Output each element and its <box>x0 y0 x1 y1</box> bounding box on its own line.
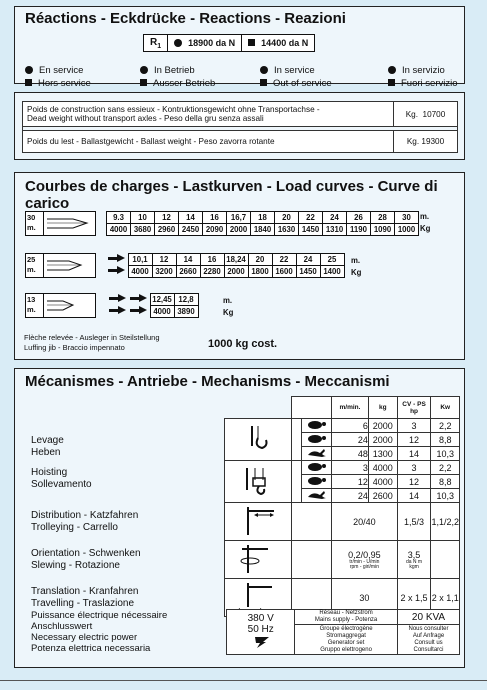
r1-in-service-value: 18900 da N <box>188 38 236 48</box>
frequency-value: 50 Hz <box>247 623 274 635</box>
hoisting-speed: 3 <box>332 461 369 475</box>
load-cell: 4000 <box>150 306 174 318</box>
out-of-service-square-icon <box>260 79 267 86</box>
distribution-speed: 20/40 <box>332 503 398 541</box>
single-hook-icon <box>224 419 291 461</box>
load-cell: 2660 <box>176 266 200 278</box>
header-blank <box>292 397 332 419</box>
unit-m-row1: m. <box>420 212 430 221</box>
hoisting-kw: 2,2 <box>431 461 460 475</box>
jib-length-30-unit: m. <box>27 223 36 232</box>
mains-value: 20 KVA <box>398 610 460 625</box>
trolley-crane-icon <box>224 503 291 541</box>
translation-kw: 2 x 1,1 <box>431 579 460 617</box>
mains-label-line-1: Réseau - Netzstrom <box>319 610 373 616</box>
radius-cell: 25 <box>320 254 344 266</box>
load-cell: 1450 <box>296 266 320 278</box>
right-arrow-icon <box>108 266 125 275</box>
legend-item <box>140 65 260 76</box>
consult-line-1: Nous consulter <box>408 625 449 632</box>
generator-line-1: Groupe électrogène <box>319 625 373 632</box>
legend-item <box>25 65 140 76</box>
r1-table <box>143 34 315 52</box>
header-hp: hp <box>410 407 419 415</box>
right-arrow-icon <box>109 306 126 315</box>
tortoise-speed-icon <box>302 433 332 447</box>
weights-table <box>22 101 458 153</box>
distribution-blank <box>292 503 332 541</box>
radius-cell: 16 <box>203 212 227 224</box>
unit-kg-row2: Kg <box>351 268 362 277</box>
consult-line-2: Auf Anfrage <box>412 632 445 639</box>
load-cell: 1310 <box>323 224 347 236</box>
hoisting-label-line: Sollevamento <box>31 478 92 490</box>
out-of-service-square-icon <box>25 79 32 86</box>
orientation-blank <box>292 541 332 579</box>
orientation-speed-unit-1: tr/min - U/min <box>349 558 380 565</box>
hoisting-speed: 6 <box>332 419 369 433</box>
load-cell: 2960 <box>155 224 179 236</box>
header-kw: Kw <box>431 397 460 419</box>
legend-label: In servizio <box>402 65 445 76</box>
in-service-dot-icon <box>260 66 268 74</box>
load-cell: 1450 <box>299 224 323 236</box>
right-arrow-icon <box>130 306 147 315</box>
hare-speed-icon <box>302 447 332 461</box>
header-kg: kg <box>368 397 397 419</box>
hoisting-kg: 2000 <box>368 419 397 433</box>
crane-jib-13m-icon <box>25 293 101 318</box>
constant-load-note: 1000 kg cost. <box>208 338 278 350</box>
jib-length-13-value: 13 <box>27 295 36 304</box>
jib-length-25-unit: m. <box>27 265 36 274</box>
orientation-cv-unit-1: da N m <box>405 558 423 565</box>
ballast-weight-value: Kg. 19300 <box>394 131 458 153</box>
voltage-value: 380 V <box>247 612 274 624</box>
load-cell: 1000 <box>395 224 419 236</box>
legend-item <box>260 78 388 89</box>
radius-cell: 16,7 <box>227 212 251 224</box>
weights-section <box>14 92 465 160</box>
hoisting-kg: 4000 <box>368 475 397 489</box>
hoisting-speed: 24 <box>332 489 369 503</box>
hoisting-kw: 8,8 <box>431 433 460 447</box>
hoisting-speed: 24 <box>332 433 369 447</box>
load-cell: 4000 <box>128 266 152 278</box>
hoisting-speed: 48 <box>332 447 369 461</box>
orientation-label-line-2: Slewing - Rotazione <box>31 559 120 571</box>
radius-cell: 18 <box>251 212 275 224</box>
orientation-speed-unit-2: rpm - giri/min <box>349 563 379 570</box>
translation-cv: 2 x 1,5 <box>397 579 431 617</box>
radius-cell: 30 <box>395 212 419 224</box>
power-label-line-4: Potenza elettrica necessaria <box>31 643 151 654</box>
unit-kg-row1: Kg <box>420 224 431 233</box>
power-label-line-1: Puissance électrique nécessaire <box>31 610 168 621</box>
r1-out-service <box>242 35 315 52</box>
radius-cell: 14 <box>176 254 200 266</box>
unit-m-row3: m. <box>223 296 233 305</box>
distribution-label-line-1: Distribution - Katzfahren <box>31 509 139 521</box>
ballast-weight-label: Poids du lest - Ballastgewicht - Ballast weight - Peso zavorra rotante <box>23 131 394 153</box>
radius-cell: 12 <box>152 254 176 266</box>
generator-label <box>295 625 398 655</box>
load-cell: 2000 <box>224 266 248 278</box>
generator-line-2: Stromaggregat <box>326 632 366 639</box>
power-label <box>21 610 227 655</box>
translation-label-line-2: Travelling - Traslazione <box>31 597 135 609</box>
radius-cell: 28 <box>371 212 395 224</box>
generator-line-3: Generator set <box>327 639 365 646</box>
load-cell: 2000 <box>227 224 251 236</box>
load-arrow-cell <box>106 294 128 306</box>
hoisting-cv: 12 <box>397 475 431 489</box>
orientation-label-line-1: Orientation - Schwenken <box>31 547 141 559</box>
luffing-note-line-1: Flèche relevée - Ausleger in Steilstellung <box>24 333 160 342</box>
jib-length-30-value: 30 <box>27 213 36 222</box>
in-service-dot-icon <box>388 66 396 74</box>
radius-cell: 20 <box>275 212 299 224</box>
radius-cell: 12 <box>155 212 179 224</box>
orientation-label <box>21 541 224 579</box>
load-cell: 2090 <box>203 224 227 236</box>
legend-item <box>388 65 468 76</box>
lightning-bolt-icon <box>251 635 271 649</box>
load-cell: 1190 <box>347 224 371 236</box>
load-table-25m <box>106 253 345 278</box>
load-arrow-cell <box>128 294 150 306</box>
load-cell: 3680 <box>131 224 155 236</box>
crane-jib-30m-drawing <box>25 211 101 236</box>
construction-label-line-1: Poids de construction sans essieux - Kontruktionsgewicht ohne Transportachse - <box>27 105 320 114</box>
power-table <box>21 609 460 655</box>
crane-jib-25m-drawing <box>25 253 101 278</box>
load-arrow-cell <box>106 266 128 278</box>
radius-cell: 20 <box>248 254 272 266</box>
radius-cell: 16 <box>200 254 224 266</box>
load-cell: 3890 <box>174 306 198 318</box>
r1-label: $R_1$ <box>144 35 168 52</box>
radius-cell: 14 <box>179 212 203 224</box>
double-hook-icon <box>224 461 291 503</box>
tortoise-speed-icon <box>302 419 332 433</box>
service-legend <box>25 65 458 89</box>
load-cell: 1090 <box>371 224 395 236</box>
radius-cell: 12,45 <box>150 294 174 306</box>
hoisting-cv: 3 <box>397 419 431 433</box>
voltage-cell <box>227 610 295 655</box>
slewing-drawing <box>238 543 278 575</box>
luffing-jib-note <box>24 333 160 353</box>
consult-line-3: Consult us <box>414 639 443 646</box>
load-table-25m-units <box>351 255 361 279</box>
r1-out-service-value: 14400 da N <box>261 38 309 48</box>
footer-rule <box>0 680 487 681</box>
legend-label: En service <box>39 65 84 76</box>
consult-label <box>398 625 460 655</box>
out-of-service-square-icon <box>388 79 395 86</box>
load-table-13m-units <box>223 295 233 319</box>
mechanisms-title: Mécanismes - Antriebe - Mechanisms - Meccanismi <box>25 373 390 390</box>
reactions-title: Réactions - Eckdrücke - Reactions - Reazioni <box>25 10 346 27</box>
translation-speed: 30 <box>332 579 398 617</box>
r1-in-service <box>168 35 242 52</box>
hoisting-row <box>21 419 460 433</box>
orientation-cv-cell <box>397 541 431 579</box>
load-cell: 2280 <box>200 266 224 278</box>
in-service-dot-icon <box>174 39 182 47</box>
distribution-label <box>21 503 224 541</box>
unit-m-row2: m. <box>351 256 361 265</box>
hoisting-label-line: Hoisting <box>31 466 68 478</box>
load-cell: 2450 <box>179 224 203 236</box>
translation-label-line-1: Translation - Kranfahren <box>31 585 139 597</box>
hoisting-cv: 14 <box>397 447 431 461</box>
header-cv-hp <box>397 397 431 419</box>
header-speed: m/min. <box>332 397 369 419</box>
load-cell: 1400 <box>320 266 344 278</box>
load-table-13m <box>106 293 199 318</box>
load-curves-title: Courbes de charges - Lastkurven - Load curves - Curve di carico <box>25 178 438 212</box>
crane-jib-25m-icon <box>25 253 101 278</box>
radius-cell: 9.3 <box>107 212 131 224</box>
crane-jib-13m-drawing <box>25 293 101 318</box>
construction-weight-label <box>23 102 394 127</box>
load-cell: 1600 <box>272 266 296 278</box>
right-arrow-icon <box>130 294 147 303</box>
hoisting-blank <box>292 461 302 503</box>
r1-subscript: 1 <box>157 42 162 50</box>
legend-item <box>260 65 388 76</box>
radius-cell: 22 <box>299 212 323 224</box>
right-arrow-icon <box>108 254 125 263</box>
mains-label-line-2: Mains supply - Potenza <box>314 617 378 623</box>
radius-cell: 26 <box>347 212 371 224</box>
hoisting-kg: 2000 <box>368 433 397 447</box>
legend-label: In Betrieb <box>154 65 195 76</box>
mechanisms-section <box>14 368 465 668</box>
hoisting-cv: 3 <box>397 461 431 475</box>
tortoise-speed-icon <box>302 475 332 489</box>
orientation-cv: 3,5 <box>407 549 421 560</box>
load-cell: 3200 <box>152 266 176 278</box>
power-label-line-3: Necessary electric power <box>31 632 138 643</box>
trolley-drawing <box>238 505 278 537</box>
radius-cell: 18,24 <box>224 254 248 266</box>
jib-length-25-value: 25 <box>27 255 36 264</box>
mechanisms-table <box>21 396 460 617</box>
load-table-30m-units <box>420 211 430 235</box>
radius-cell: 22 <box>272 254 296 266</box>
hoisting-kw: 2,2 <box>431 419 460 433</box>
hoisting-speed: 12 <box>332 475 369 489</box>
mains-label <box>295 610 398 625</box>
out-of-service-square-icon <box>248 39 255 46</box>
hoisting-kg: 4000 <box>368 461 397 475</box>
load-cell: 1630 <box>275 224 299 236</box>
header-spacer <box>21 397 292 419</box>
load-curves-section <box>14 172 465 360</box>
hoisting-cv: 14 <box>397 489 431 503</box>
radius-cell: 24 <box>296 254 320 266</box>
distribution-label-line-2: Trolleying - Carrello <box>31 521 118 533</box>
load-arrow-cell <box>128 306 150 318</box>
orientation-speed-cell <box>332 541 398 579</box>
travelling-drawing <box>238 581 278 613</box>
hoisting-label-line: Heben <box>31 446 61 458</box>
header-cv: CV - PS <box>402 400 426 408</box>
radius-cell: 12,8 <box>174 294 198 306</box>
load-table-30m <box>106 211 419 236</box>
hoisting-blank <box>292 419 302 461</box>
jib-length-13-unit: m. <box>27 305 36 314</box>
legend-label: Out of service <box>273 78 332 89</box>
orientation-cv-unit-2: kgm <box>409 563 419 570</box>
hoisting-kw: 10,3 <box>431 447 460 461</box>
orientation-speed: 0,2/0,95 <box>348 549 381 560</box>
generator-line-4: Gruppo elettrogeno <box>320 646 372 653</box>
luffing-note-line-2: Luffing jib - Braccio impennato <box>24 343 125 352</box>
power-label-line-2: Anschlusswert <box>31 621 93 632</box>
hoisting-label <box>21 419 224 503</box>
hoisting-cv: 12 <box>397 433 431 447</box>
legend-label: In service <box>274 65 315 76</box>
radius-cell: 10,1 <box>128 254 152 266</box>
legend-item <box>388 78 468 89</box>
slewing-crane-icon <box>224 541 291 579</box>
hoisting-label-line: Levage <box>31 434 64 446</box>
hoisting-kw: 10,3 <box>431 489 460 503</box>
load-cell: 4000 <box>107 224 131 236</box>
load-cell: 1840 <box>251 224 275 236</box>
load-cell: 1800 <box>248 266 272 278</box>
load-arrow-cell <box>106 254 128 266</box>
orientation-kw <box>431 541 460 579</box>
consult-line-4: Consultarci <box>413 646 444 653</box>
construction-label-line-2: Dead weight without transport axles - Peso della gru senza assali <box>27 114 264 123</box>
load-arrow-cell <box>106 306 128 318</box>
out-of-service-square-icon <box>140 79 147 86</box>
in-service-dot-icon <box>140 66 148 74</box>
tortoise-speed-icon <box>302 461 332 475</box>
legend-label: Hors service <box>38 78 91 89</box>
unit-kg-row3: Kg <box>223 308 234 317</box>
legend-label: Ausser Betrieb <box>153 78 216 89</box>
reactions-section <box>14 6 465 89</box>
hoisting-kg: 1300 <box>368 447 397 461</box>
distribution-cv: 1,5/3 <box>397 503 431 541</box>
construction-weight-value: Kg. 10700 <box>394 102 458 127</box>
crane-jib-30m-icon <box>25 211 101 236</box>
right-arrow-icon <box>109 294 126 303</box>
hoisting-kg: 2600 <box>368 489 397 503</box>
legend-item <box>25 78 140 89</box>
radius-cell: 24 <box>323 212 347 224</box>
hare-speed-icon <box>302 489 332 503</box>
in-service-dot-icon <box>25 66 33 74</box>
legend-label: Fuori servizio <box>401 78 458 89</box>
distribution-kw: 1,1/2,2 <box>431 503 460 541</box>
legend-item <box>140 78 260 89</box>
hoisting-kw: 8,8 <box>431 475 460 489</box>
radius-cell: 10 <box>131 212 155 224</box>
